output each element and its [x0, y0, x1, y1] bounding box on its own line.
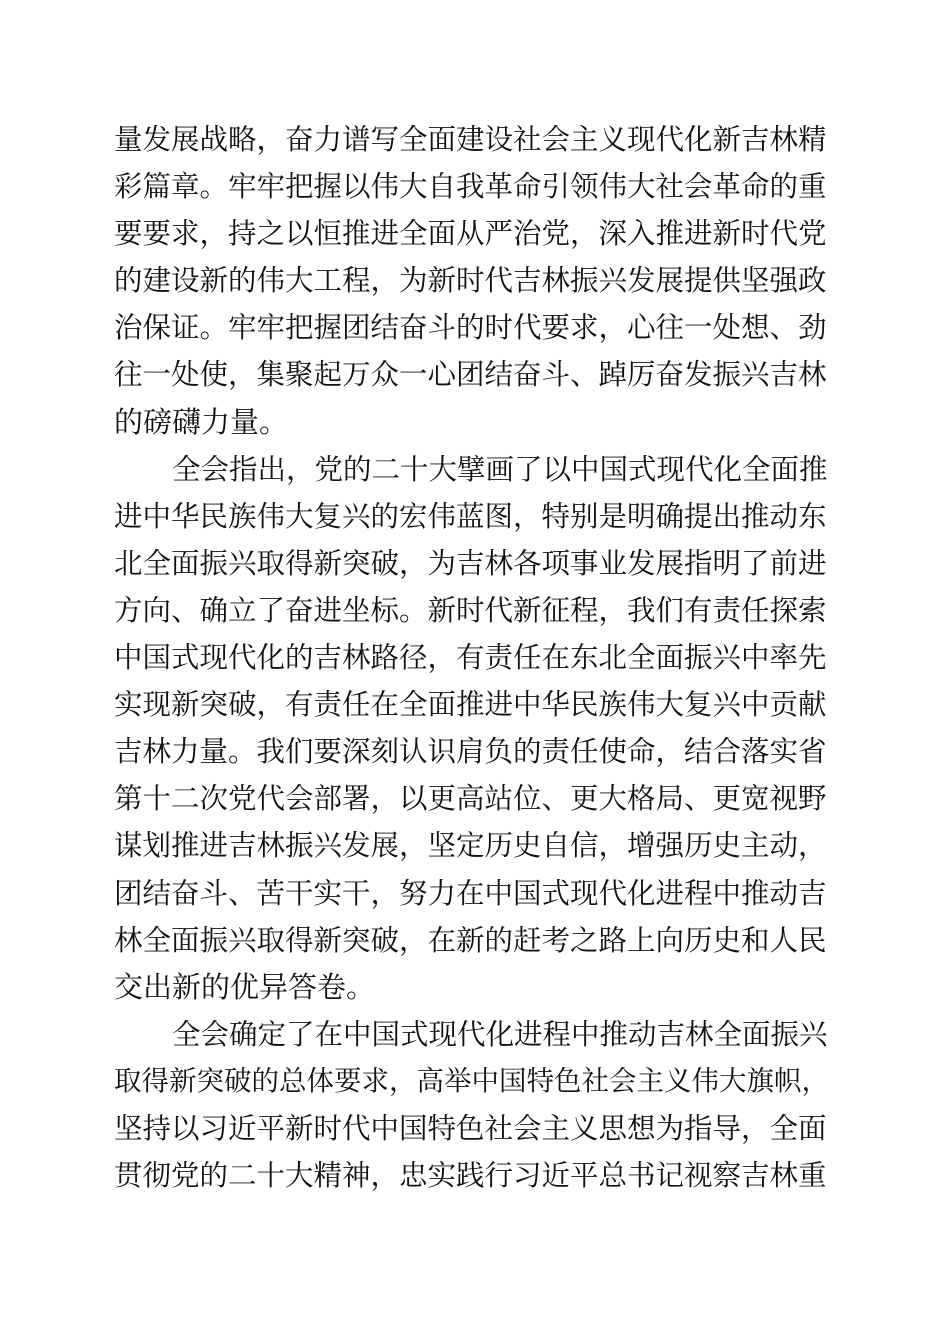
- text-line: 中国式现代化的吉林路径，有责任在东北全面振兴中率先: [114, 641, 827, 675]
- document-body-text: [114, 116, 836, 1199]
- text-line: 方向、确立了奋进坐标。新时代新征程，我们有责任探索: [114, 593, 827, 627]
- text-line: 进中华民族伟大复兴的宏伟蓝图，特别是明确提出推动东: [114, 499, 827, 533]
- text-line: 治保证。牢牢把握团结奋斗的时代要求，心往一处想、劲: [114, 311, 827, 345]
- text-line: 的建设新的伟大工程，为新时代吉林振兴发展提供坚强政: [114, 264, 827, 298]
- text-line: 取得新突破的总体要求，高举中国特色社会主义伟大旗帜，: [114, 1064, 829, 1097]
- paragraph-first-line: 全会指出，党的二十大擘画了以中国式现代化全面推: [172, 452, 828, 486]
- text-line: 量发展战略，奋力谱写全面建设社会主义现代化新吉林精: [114, 123, 827, 156]
- text-line: 交出新的优异答卷。: [114, 969, 376, 1004]
- text-line: 实现新突破，有责任在全面推进中华民族伟大复兴中贡献: [114, 688, 827, 722]
- text-line: 贯彻党的二十大精神，忠实践行习近平总书记视察吉林重: [114, 1159, 827, 1193]
- paragraph-first-line: 全会确定了在中国式现代化进程中推动吉林全面振兴: [172, 1017, 828, 1051]
- text-line: 团结奋斗、苦干实干，努力在中国式现代化进程中推动吉: [114, 876, 827, 910]
- text-line: 第十二次党代会部署，以更高站位、更大格局、更宽视野: [114, 782, 827, 816]
- text-line: 的磅礴力量。: [114, 404, 289, 439]
- text-line: 谋划推进吉林振兴发展，坚定历史自信，增强历史主动，: [114, 829, 827, 863]
- text-line: 北全面振兴取得新突破，为吉林各项事业发展指明了前进: [114, 546, 827, 580]
- text-line: 坚持以习近平新时代中国特色社会主义思想为指导，全面: [114, 1111, 827, 1145]
- text-line: 吉林力量。我们要深刻认识肩负的责任使命，结合落实省: [114, 735, 827, 769]
- text-line: 林全面振兴取得新突破，在新的赶考之路上向历史和人民: [114, 923, 827, 957]
- text-line: 要要求，持之以恒推进全面从严治党，深入推进新时代党: [114, 217, 827, 251]
- text-line: 往一处使，集聚起万众一心团结奋斗、踔厉奋发振兴吉林: [114, 358, 827, 392]
- text-line: 彩篇章。牢牢把握以伟大自我革命引领伟大社会革命的重: [114, 170, 827, 204]
